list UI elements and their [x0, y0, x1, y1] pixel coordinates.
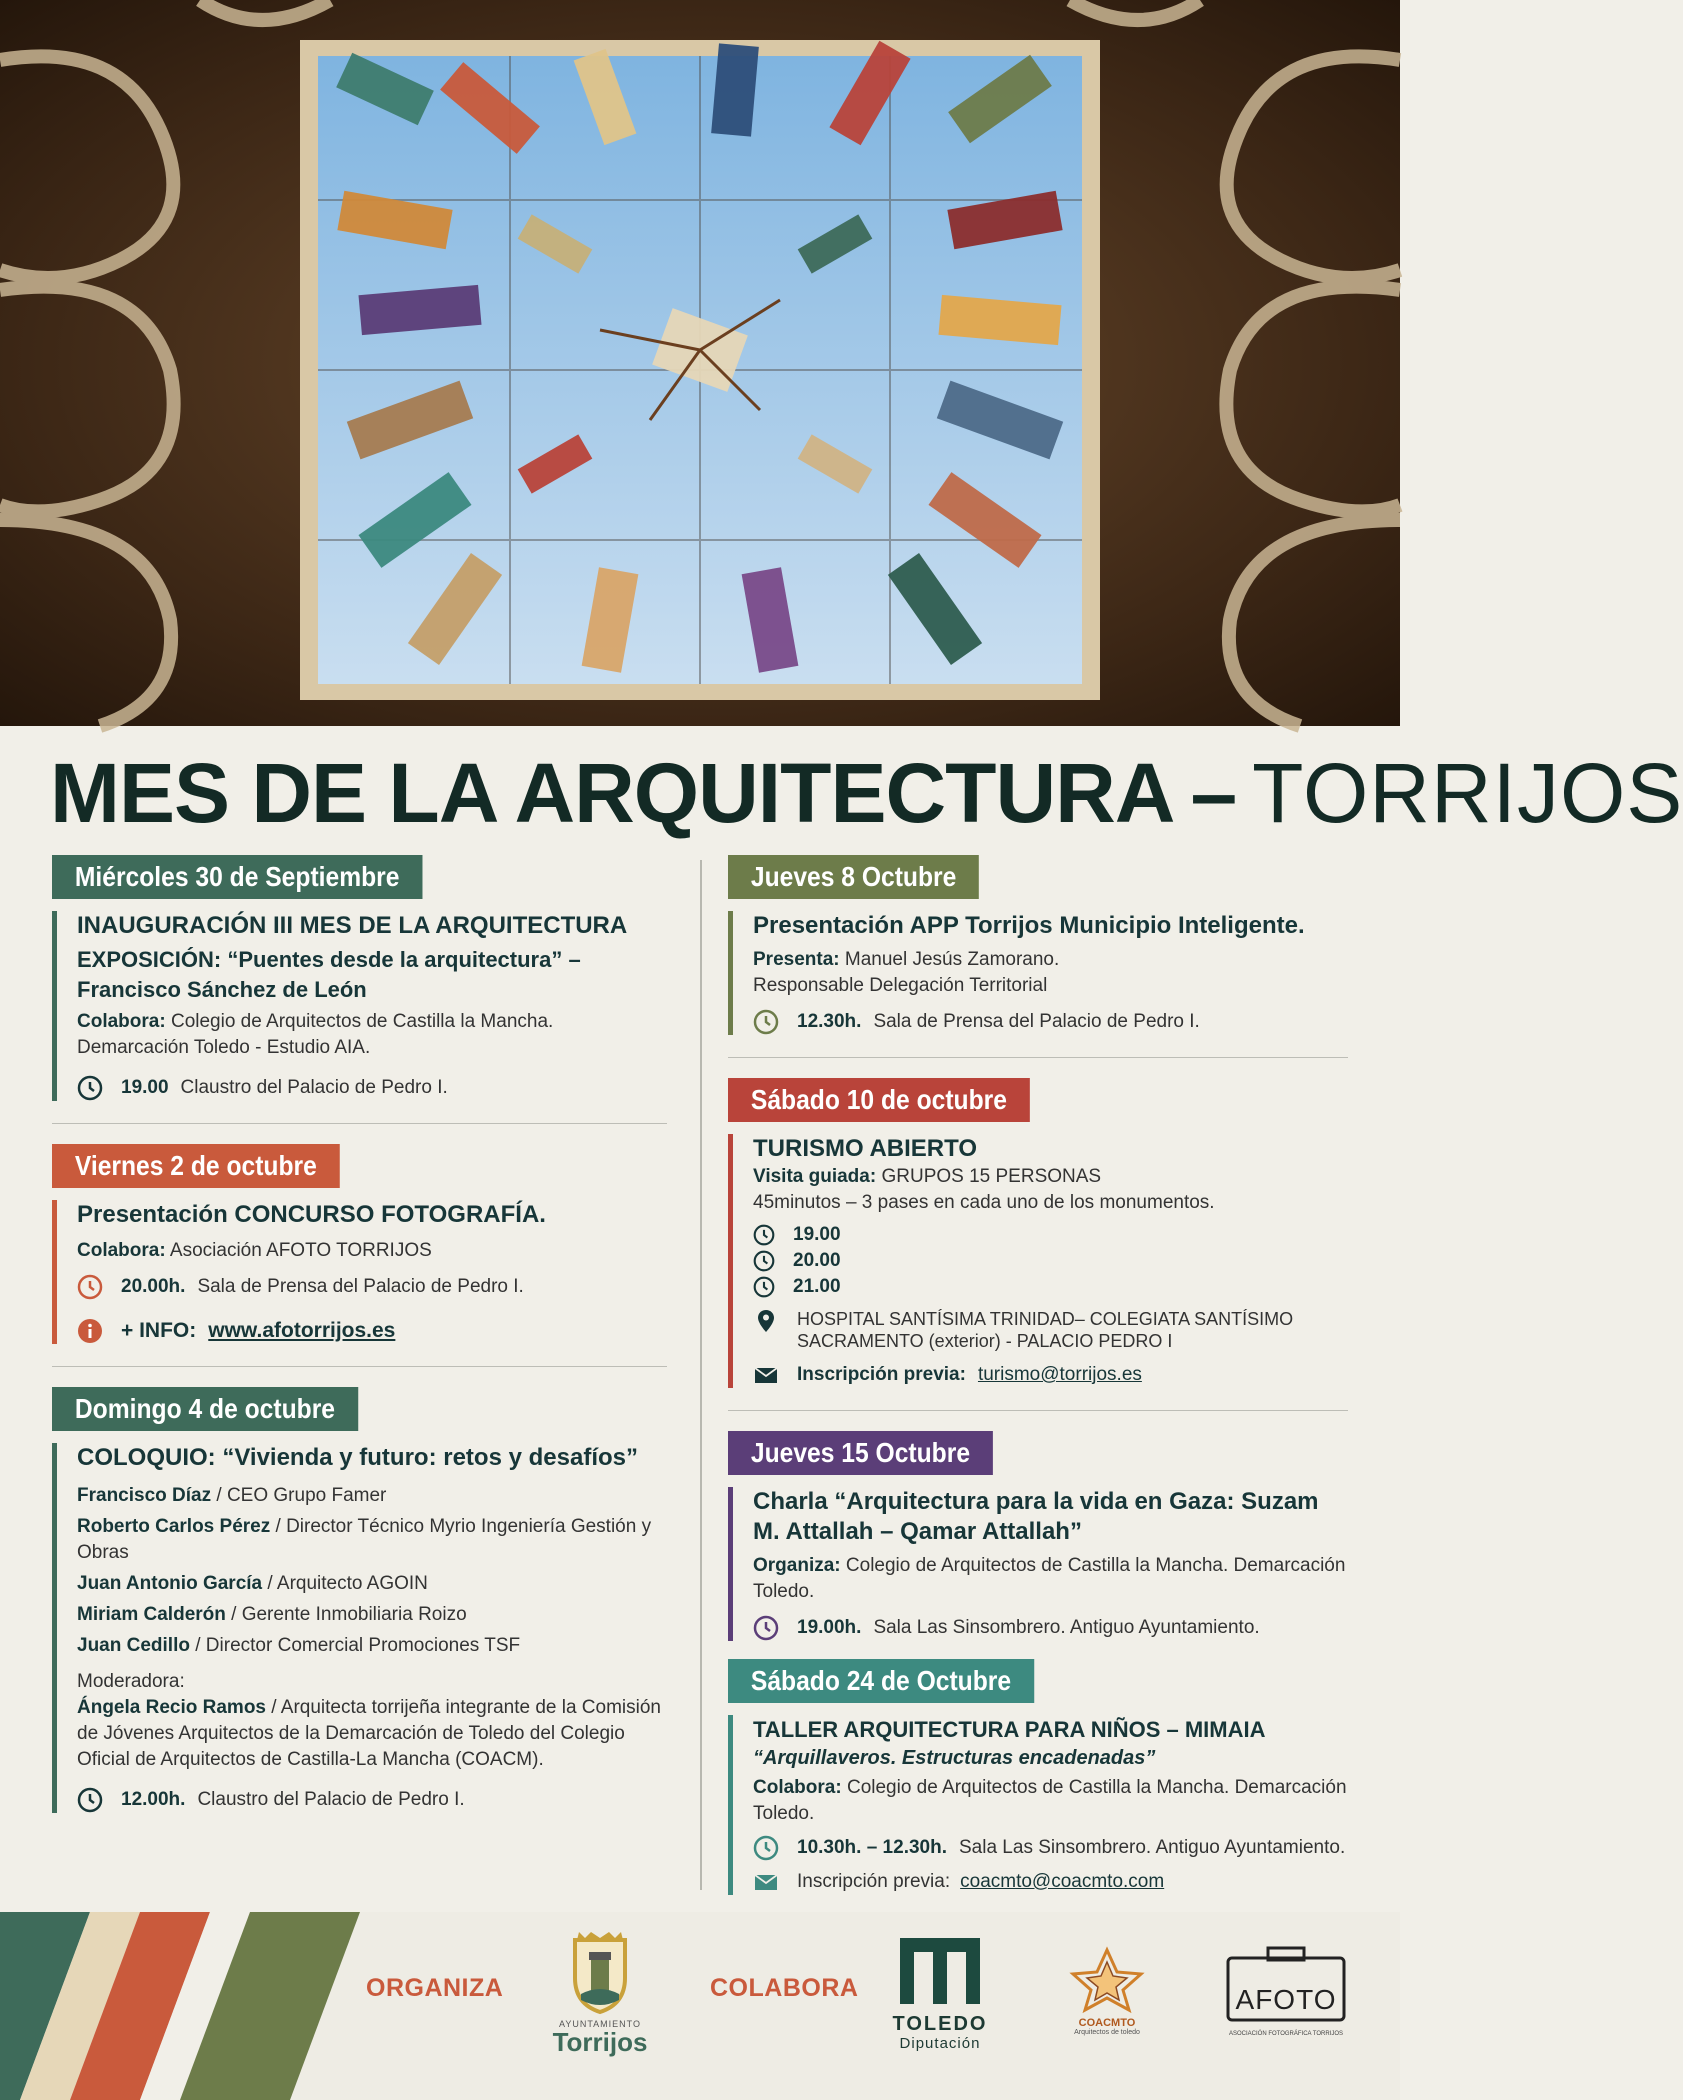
sub-label: EXPOSICIÓN: — [77, 947, 222, 972]
location-pin-icon — [753, 1308, 779, 1334]
event-time-row — [77, 1075, 667, 1101]
event-body — [52, 1200, 667, 1344]
moderadora-name: Ángela Recio Ramos — [77, 1697, 266, 1718]
event-time: 12.30h. — [797, 1011, 862, 1032]
afoto-sub: ASOCIACIÓN FOTOGRÁFICA TORRIJOS — [1228, 2031, 1344, 2037]
clock-icon — [77, 1274, 103, 1300]
time-row — [753, 1222, 1348, 1248]
info-label: + INFO: — [121, 1319, 197, 1342]
colabora-label: Colabora: — [753, 1777, 842, 1798]
visita-label: Visita guiada: — [753, 1166, 877, 1187]
event-date: Jueves 15 Octubre — [728, 1431, 993, 1475]
event-time-row — [753, 1835, 1348, 1861]
event-time-row — [77, 1274, 667, 1300]
torrijos-name: Torrijos — [552, 2027, 648, 2057]
time-row — [753, 1274, 1348, 1300]
presenta-label: Presenta: — [753, 949, 840, 970]
event-time-row — [753, 1009, 1348, 1035]
footer — [0, 1912, 1400, 2100]
clock-icon — [753, 1615, 779, 1641]
info-icon — [77, 1318, 103, 1344]
event-place: Sala Las Sinsombrero. Antiguo Ayuntamiento. — [959, 1837, 1346, 1858]
event-heading: TALLER ARQUITECTURA PARA NIÑOS – MIMAIA — [753, 1717, 1266, 1742]
clock-icon — [753, 1276, 775, 1298]
organiza-label: ORGANIZA — [366, 1974, 504, 2002]
event-organiza — [753, 1553, 1348, 1605]
event-body — [728, 1134, 1348, 1388]
event-places: HOSPITAL SANTÍSIMA TRINIDAD– COLEGIATA SANTÍSIMO SACRAMENTO (exterior) - PALACIO PEDRO I — [797, 1309, 1294, 1351]
colabora-text: Colegio de Arquitectos de Castilla la Mancha. Demarcación Toledo. — [753, 1777, 1347, 1824]
right-column — [728, 855, 1348, 1895]
event-oct-4 — [52, 1387, 667, 1813]
colabora-label: Colabora: — [77, 1011, 166, 1032]
speaker-role: / CEO Grupo Famer — [211, 1485, 387, 1506]
event-body — [728, 911, 1348, 1035]
event-oct-2 — [52, 1144, 667, 1344]
afoto-name: AFOTO — [1235, 1984, 1337, 2015]
speaker-role: / Director Comercial Promociones TSF — [189, 1635, 521, 1656]
ceiling-artwork-image — [0, 0, 1400, 726]
separator — [52, 1366, 667, 1367]
event-presenta — [753, 947, 1348, 973]
event-heading: Presentación APP Torrijos Municipio Inteligente. — [753, 912, 1305, 939]
clock-icon — [77, 1787, 103, 1813]
event-time: 21.00 — [793, 1276, 841, 1297]
event-colabora — [77, 1238, 667, 1264]
event-time: 19.00h. — [797, 1617, 862, 1638]
torrijos-logo — [530, 1928, 670, 2055]
organiza-label: Organiza: — [753, 1555, 841, 1576]
speaker-role: / Gerente Inmobiliaria Roizo — [225, 1604, 467, 1625]
torrijos-small: AYUNTAMIENTO — [558, 2019, 641, 2029]
speaker-name: Juan Cedillo — [77, 1635, 190, 1656]
event-oct-15 — [728, 1431, 1348, 1641]
event-date: Jueves 8 Octubre — [728, 855, 979, 899]
mail-icon — [753, 1362, 779, 1388]
toledo-logo — [880, 1934, 1000, 2052]
event-time: 19.00 — [121, 1077, 169, 1098]
event-date: Sábado 24 de Octubre — [728, 1659, 1034, 1703]
event-body — [52, 911, 667, 1101]
title-main: MES DE LA ARQUITECTURA — [50, 746, 1175, 840]
moderadora-role: / Arquitecta torrijeña integrante de la Comisión de Jóvenes Arquitectos de la Demarcación de Toledo del Colegio Oficial de Arquitectos de Castilla-La Mancha (COACM). — [77, 1697, 661, 1770]
clock-icon — [753, 1250, 775, 1272]
coacm-logo — [1052, 1948, 1162, 2036]
title-town: TORRIJOS — [1252, 746, 1683, 840]
event-heading: COLOQUIO: “Vivienda y futuro: retos y desafíos” — [77, 1444, 638, 1471]
event-place: Sala de Prensa del Palacio de Pedro I. — [873, 1011, 1200, 1032]
toledo-diputacion-icon — [892, 1934, 988, 2008]
coacm-star-icon — [1071, 1948, 1143, 2012]
event-oct-24 — [728, 1659, 1348, 1895]
sub-text: “Puentes desde la arquitectura” – Francisco Sánchez de León — [77, 947, 581, 1002]
event-oct-8 — [728, 855, 1348, 1035]
event-info-row — [77, 1318, 667, 1344]
afoto-logo — [1222, 1944, 1350, 2037]
event-subheading: “Arquillaveros. Estructuras encadenadas” — [753, 1747, 1156, 1769]
event-place: Sala de Prensa del Palacio de Pedro I. — [197, 1276, 524, 1297]
clock-icon — [753, 1835, 779, 1861]
title-dash: – — [1190, 746, 1237, 840]
event-times — [753, 1222, 1348, 1300]
visita-text: GRUPOS 15 PERSONAS — [876, 1166, 1102, 1187]
organiza-text: Colegio de Arquitectos de Castilla la Mancha. Demarcación Toledo. — [753, 1555, 1346, 1602]
event-heading: INAUGURACIÓN III MES DE LA ARQUITECTURA — [77, 912, 628, 939]
speaker — [77, 1483, 667, 1509]
hero-photo — [0, 0, 1400, 726]
event-date: Domingo 4 de octubre — [52, 1387, 358, 1431]
event-time: 20.00h. — [121, 1276, 186, 1297]
clock-icon — [77, 1075, 103, 1101]
event-heading: Charla “Arquitectura para la vida en Gaza: Suzam M. Attallah – Qamar Attallah” — [753, 1488, 1319, 1545]
speaker — [77, 1514, 667, 1566]
event-place: Claustro del Palacio de Pedro I. — [197, 1789, 465, 1810]
speaker — [77, 1633, 667, 1659]
event-time: 20.00 — [793, 1250, 841, 1271]
speaker-name: Miriam Calderón — [77, 1604, 226, 1625]
decorative-stripes — [0, 1912, 380, 2100]
event-sep-30 — [52, 855, 667, 1101]
page-title — [50, 748, 1683, 838]
event-heading: TURISMO ABIERTO — [753, 1135, 978, 1162]
speaker-name: Roberto Carlos Pérez — [77, 1516, 271, 1537]
event-body — [52, 1443, 667, 1813]
colabora-label: COLABORA — [710, 1974, 859, 2002]
event-time: 10.30h. – 12.30h. — [797, 1837, 947, 1858]
event-colabora — [77, 1009, 667, 1061]
event-colabora — [753, 1775, 1348, 1827]
mail-icon — [753, 1869, 779, 1895]
event-inscripcion-row — [753, 1869, 1348, 1895]
event-body — [728, 1715, 1348, 1895]
event-duration: 45minutos – 3 pases en cada uno de los monumentos. — [753, 1192, 1215, 1213]
separator — [52, 1123, 667, 1124]
event-date: Sábado 10 de octubre — [728, 1078, 1030, 1122]
left-column — [52, 855, 667, 1813]
inscripcion-label: Inscripción previa: — [797, 1871, 951, 1892]
colabora-text: Colegio de Arquitectos de Castilla la Mancha. Demarcación Toledo - Estudio AIA. — [77, 1011, 554, 1058]
event-date: Viernes 2 de octubre — [52, 1144, 340, 1188]
separator — [728, 1057, 1348, 1058]
info-link[interactable]: www.afotorrijos.es — [208, 1319, 396, 1342]
event-location-row — [753, 1308, 1348, 1352]
speaker-role: / Arquitecto AGOIN — [262, 1573, 428, 1594]
torrijos-crest-icon — [569, 1928, 631, 2014]
presenta-role: Responsable Delegación Territorial — [753, 975, 1048, 996]
moderadora-label: Moderadora: — [77, 1671, 185, 1692]
inscripcion-label: Inscripción previa: — [797, 1364, 966, 1385]
event-place: Claustro del Palacio de Pedro I. — [180, 1077, 448, 1098]
event-place: Sala Las Sinsombrero. Antiguo Ayuntamiento. — [873, 1617, 1260, 1638]
speaker — [77, 1602, 667, 1628]
event-time: 19.00 — [793, 1224, 841, 1245]
event-time-row — [77, 1787, 667, 1813]
colabora-text: Asociación AFOTO TORRIJOS — [165, 1240, 432, 1261]
event-heading: Presentación CONCURSO FOTOGRAFÍA. — [77, 1201, 546, 1228]
clock-icon — [753, 1009, 779, 1035]
coacm-name: COACMTO — [1078, 2017, 1136, 2029]
coacm-sub: Arquitectos de toledo — [1074, 2029, 1140, 2036]
speaker-name: Juan Antonio García — [77, 1573, 263, 1594]
event-subheading — [77, 945, 667, 1005]
inscripcion-email[interactable]: coacmto@coacmto.com — [960, 1871, 1165, 1892]
presenta-text: Manuel Jesús Zamorano. — [839, 949, 1060, 970]
time-row — [753, 1248, 1348, 1274]
event-time-row — [753, 1615, 1348, 1641]
event-inscripcion-row — [753, 1362, 1348, 1388]
clock-icon — [753, 1224, 775, 1246]
inscripcion-email[interactable]: turismo@torrijos.es — [977, 1364, 1142, 1385]
speaker-name: Francisco Díaz — [77, 1485, 212, 1506]
toledo-sub: Diputación — [899, 2035, 981, 2052]
column-divider — [700, 860, 702, 1890]
speaker — [77, 1571, 667, 1597]
event-visita — [753, 1164, 1348, 1190]
event-time: 12.00h. — [121, 1789, 186, 1810]
event-date: Miércoles 30 de Septiembre — [52, 855, 422, 899]
event-oct-10 — [728, 1078, 1348, 1388]
speaker-role: / Director Técnico Myrio Ingeniería Gestión y Obras — [77, 1516, 652, 1563]
toledo-name: TOLEDO — [892, 2013, 988, 2035]
colabora-label: Colabora: — [77, 1240, 166, 1261]
separator — [728, 1410, 1348, 1411]
event-body — [728, 1487, 1348, 1641]
moderadora — [77, 1695, 667, 1773]
